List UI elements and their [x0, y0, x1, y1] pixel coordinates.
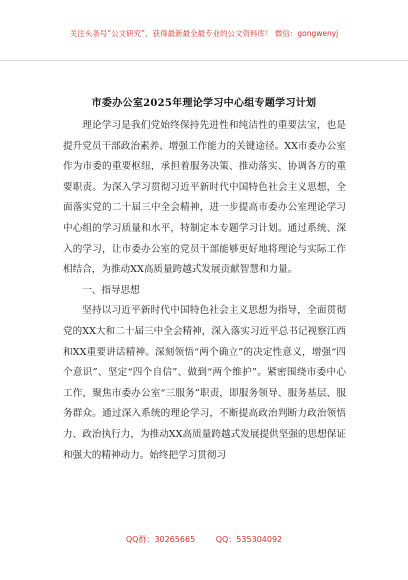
section-paragraph: 坚持以习近平新时代中国特色社会主义思想为指导，全面贯彻党的XX大和二十届三中全会精神，深入落实习近平总书记视察江西和XX重要讲话精神。深刻领悟“两个确立”的决定性意义，增强“四个意识”、坚定“四个自信”、做到“两个维护”。紧密围绕市委中心工作，聚焦市委办公室“三服务”职责，即服务领导、服务基层、服务群众。通过深入系统的理论学习，不断提高政治判断力政治领悟力、政治执行力，为推动XX高质量跨越式发展提供坚强的思想保证和强大的精神动力。始终把学习贯彻习	[63, 305, 346, 461]
section-heading: 一、指导思想	[82, 284, 140, 296]
document-body	[63, 116, 346, 466]
intro-paragraph: 理论学习是我们党始终保持先进性和纯洁性的重要法宝，也是提升党员干部政治素养、增强工作能力的关键途径。XX市委办公室作为市委的重要枢纽，承担着服务决策、推动落实、协调各方的重要职责。为深入学习贯彻习近平新时代中国特色社会主义思想，全面落实党的二十届三中全会精神，进一步提高市委办公室理论学习中心组的学习质量和水平，特制定本专题学习计划。通过系统、深入的学习，让市委办公室的党员干部能够更好地将理论与实际工作相结合，为推动XX高质量跨越式发展贡献智慧和力量。	[63, 120, 346, 276]
header-banner	[0, 0, 408, 61]
footer-contact	[0, 534, 408, 545]
promo-text: 关注头条号“公文研究”，获得最新最全最专业的公文资料库！ 微信：gongwenyj	[69, 29, 339, 38]
qq-group-text: QQ群：30265665	[125, 535, 196, 544]
document-title: 市委办公室2025年理论学习中心组专题学习计划	[91, 98, 317, 109]
qq-contact-text: QQ：535304092	[215, 535, 283, 544]
